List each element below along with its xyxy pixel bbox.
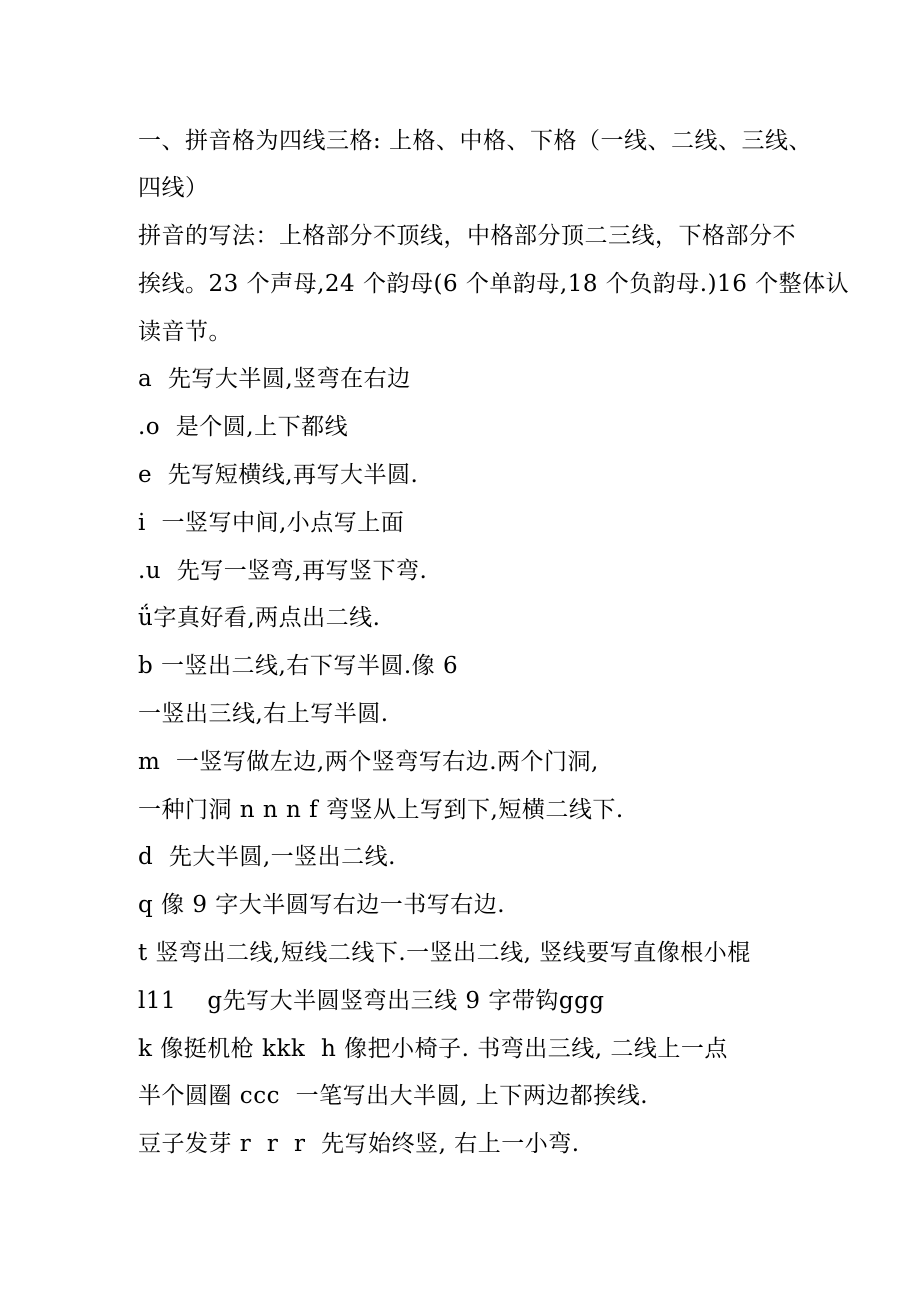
heading-line-2: 四线） bbox=[138, 175, 209, 201]
text-line-l-g: l11 g先写大半圆竖弯出三线 9 字带钩ggg bbox=[138, 988, 605, 1014]
text-line-u: .u 先写一竖弯,再写竖下弯. bbox=[138, 558, 428, 584]
text-line-t: t 竖弯出二线,短线二线下.一竖出二线, 竖线要写直像根小棍 bbox=[138, 940, 751, 966]
paragraph-line-3: 读音节。 bbox=[138, 319, 232, 345]
text-line-n-f: 一种门洞 n n n f 弯竖从上写到下,短横二线下. bbox=[138, 797, 624, 823]
text-line-d: d 先大半圆,一竖出二线. bbox=[138, 844, 396, 870]
text-line-c: 半个圆圈 ccc 一笔写出大半圆, 上下两边都挨线. bbox=[138, 1083, 649, 1109]
text-line-o: .o 是个圆,上下都线 bbox=[138, 414, 349, 440]
text-line-i: i 一竖写中间,小点写上面 bbox=[138, 510, 405, 536]
text-line-a: a 先写大半圆,竖弯在右边 bbox=[138, 366, 411, 392]
text-line-r: 豆子发芽 r r r 先写始终竖, 右上一小弯. bbox=[138, 1131, 580, 1157]
text-line-m: m 一竖写做左边,两个竖弯写右边.两个门洞, bbox=[138, 749, 599, 775]
text-line-v: ǘ字真好看,两点出二线. bbox=[138, 605, 381, 631]
text-line-b: b 一竖出二线,右下写半圆.像 6 bbox=[138, 653, 459, 679]
paragraph-line-1: 拼音的写法：上格部分不顶线，中格部分顶二三线，下格部分不 bbox=[138, 223, 796, 249]
heading-line-1: 一、拼音格为四线三格: 上格、中格、下格（一线、二线、三线、 bbox=[138, 128, 813, 154]
text-line-q: q 像 9 字大半圆写右边一书写右边. bbox=[138, 892, 506, 918]
text-line-k-h: k 像挺机枪 kkk h 像把小椅子. 书弯出三线, 二线上一点 bbox=[138, 1036, 728, 1062]
text-line-e: e 先写短横线,再写大半圆. bbox=[138, 462, 419, 488]
paragraph-line-2: 挨线。23 个声母,24 个韵母(6 个单韵母,18 个负韵母.)16 个整体认 bbox=[138, 271, 850, 297]
text-line-p: 一竖出三线,右上写半圆. bbox=[138, 701, 389, 727]
